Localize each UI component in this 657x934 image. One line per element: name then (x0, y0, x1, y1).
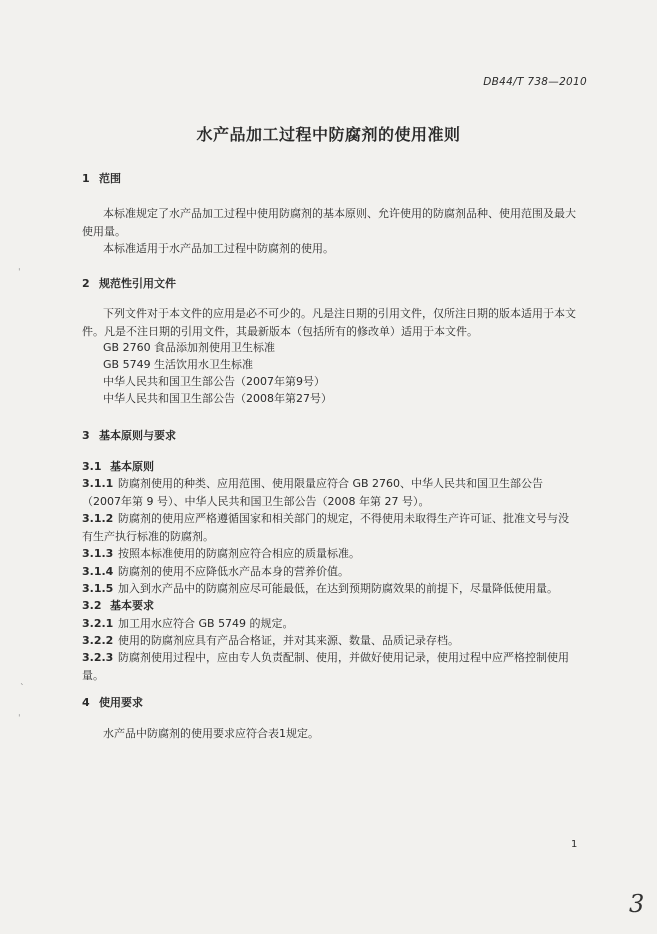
subsection-title: 基本原则 (110, 460, 154, 473)
subsection-title: 基本要求 (110, 599, 154, 612)
clause-3-2-1 (82, 615, 578, 633)
clause-number: 3.1.5 (82, 582, 114, 595)
clause-text: 加工用水应符合 GB 5749 的规定。 (118, 617, 294, 630)
clause-3-2-3 (82, 649, 578, 685)
clause-text: 使用的防腐剂应具有产品合格证，并对其来源、数量、品质记录存档。 (118, 634, 459, 647)
clause-3-1-3 (82, 545, 578, 563)
section-4-heading (82, 694, 143, 710)
section-title: 基本原则与要求 (99, 429, 176, 442)
clause-3-2-2 (82, 632, 578, 650)
section-number: 3 (82, 429, 90, 442)
clause-text: 防腐剂的使用应严格遵循国家和相关部门的规定，不得使用未取得生产许可证、批准文号与没有生产执行标准的防腐剂。 (82, 512, 569, 543)
reference-item: 中华人民共和国卫生部公告（2007年第9号） (103, 375, 325, 388)
document-code: DB44/T 738—2010 (483, 76, 587, 88)
subsection-number: 3.1 (82, 460, 102, 473)
reference-item: GB 5749 生活饮用水卫生标准 (103, 358, 254, 371)
clause-text: 防腐剂的使用不应降低水产品本身的营养价值。 (118, 565, 349, 578)
section-number: 1 (82, 172, 90, 185)
scan-speck: ˌ (18, 708, 21, 718)
section-4-paragraph-1: 水产品中防腐剂的使用要求应符合表1规定。 (103, 727, 319, 740)
clause-text: 按照本标准使用的防腐剂应符合相应的质量标准。 (118, 547, 360, 560)
scan-corner-number: 3 (629, 890, 645, 918)
subsection-3-1-heading (82, 458, 578, 476)
clause-number: 3.2.3 (82, 651, 114, 664)
page-title: 水产品加工过程中防腐剂的使用准则 (196, 125, 461, 144)
reference-item: GB 2760 食品添加剂使用卫生标准 (103, 341, 276, 354)
reference-item: 中华人民共和国卫生部公告（2008年第27号） (103, 392, 332, 405)
clause-text: 加入到水产品中的防腐剂应尽可能最低，在达到预期防腐效果的前提下，尽量降低使用量。 (118, 582, 558, 595)
clause-number: 3.1.3 (82, 547, 114, 560)
clause-number: 3.2.2 (82, 634, 114, 647)
clause-number: 3.1.1 (82, 477, 114, 490)
clause-3-1-5 (82, 580, 578, 598)
section-3-heading (82, 427, 176, 443)
subsection-number: 3.2 (82, 599, 102, 612)
clause-number: 3.1.4 (82, 565, 114, 578)
subsection-3-2-heading (82, 597, 578, 615)
clause-3-1-4 (82, 563, 578, 581)
scan-speck: ˎ (20, 676, 25, 686)
page-number: 1 (571, 839, 578, 850)
clause-number: 3.1.2 (82, 512, 114, 525)
section-2-heading (82, 275, 176, 291)
clause-text: 防腐剂使用的种类、应用范围、使用限量应符合 GB 2760、中华人民共和国卫生部公告（2007年第 9 号）、中华人民共和国卫生部公告（2008 年第 27 号）。 (82, 477, 544, 508)
clause-number: 3.2.1 (82, 617, 114, 630)
scan-speck: ˌ (18, 262, 21, 272)
section-1-paragraph-1: 本标准规定了水产品加工过程中使用防腐剂的基本原则、允许使用的防腐剂品种、使用范围及最大使用量。 (82, 207, 576, 238)
section-number: 4 (82, 696, 90, 709)
section-title: 规范性引用文件 (99, 277, 176, 290)
section-1-heading (82, 170, 121, 186)
section-2-paragraph-1: 下列文件对于本文件的应用是必不可少的。凡是注日期的引用文件，仅所注日期的版本适用于本文件。凡是不注日期的引用文件，其最新版本（包括所有的修改单）适用于本文件。 (82, 307, 576, 338)
section-number: 2 (82, 277, 90, 290)
section-1-paragraph-2: 本标准适用于水产品加工过程中防腐剂的使用。 (103, 242, 334, 255)
section-title: 范围 (99, 172, 121, 185)
clause-text: 防腐剂使用过程中，应由专人负责配制、使用，并做好使用记录，使用过程中应严格控制使用量。 (82, 651, 569, 682)
clause-3-1-1 (82, 475, 578, 511)
clause-3-1-2 (82, 510, 578, 546)
section-title: 使用要求 (99, 696, 143, 709)
